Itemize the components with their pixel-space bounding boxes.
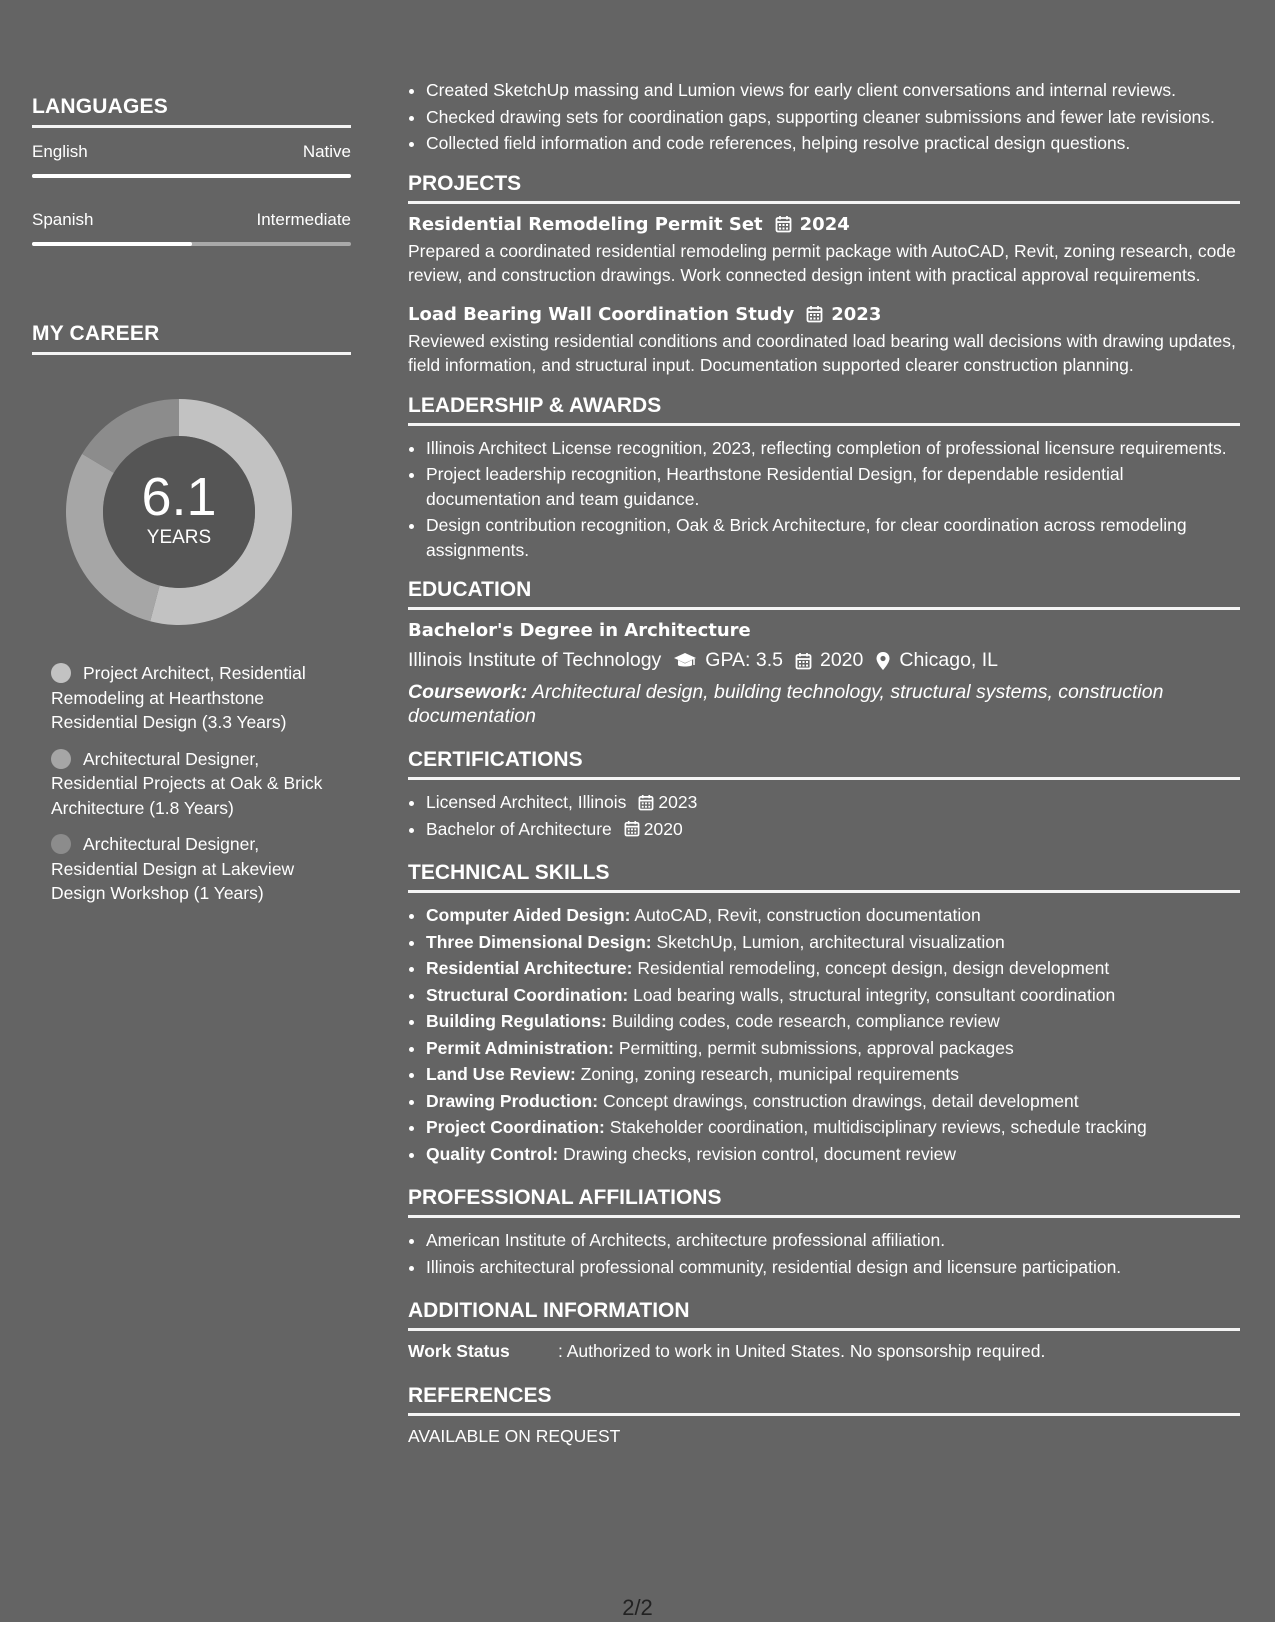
project-description: Reviewed existing residential conditions and coordinated load bearing wall decisions with drawing updates, field information, and structural input. Documentation supported clearer construction planning. (408, 330, 1236, 375)
skill-label: Permit Administration: (426, 1037, 614, 1058)
affiliations-heading: PROFESSIONAL AFFILIATIONS (408, 1186, 1240, 1218)
experience-bullets (408, 78, 1240, 156)
references-heading: REFERENCES (408, 1384, 1240, 1416)
skill-value: Load bearing walls, structural integrity, consultant coordination (633, 984, 1116, 1005)
certification-year: 2023 (658, 792, 698, 812)
language-item (32, 142, 351, 178)
education-coursework (408, 680, 1240, 728)
career-donut-chart (66, 399, 292, 625)
leadership-item: • Design contribution recognition, Oak & Brick Architecture, for clear coordination across remodeling assignments. (426, 513, 1240, 562)
legend-dot (51, 663, 71, 683)
skill-item (426, 1062, 1240, 1087)
certifications-section (408, 748, 1240, 841)
certifications-heading: CERTIFICATIONS (408, 748, 1240, 780)
language-proficiency-track (32, 242, 351, 246)
skill-label: Quality Control: (426, 1143, 559, 1164)
calendar-icon (806, 305, 823, 323)
skill-value: Stakeholder coordination, multidisciplinary reviews, schedule tracking (609, 1117, 1147, 1137)
calendar-icon (638, 794, 654, 811)
left-column (32, 95, 351, 918)
languages-heading: LANGUAGES (32, 95, 351, 128)
calendar-icon (795, 652, 812, 670)
skill-item (426, 903, 1240, 928)
certification-item (426, 817, 1240, 842)
skill-value: Concept drawings, construction drawings, detail development (602, 1090, 1079, 1111)
career-role (51, 747, 341, 821)
education-gpa: GPA: 3.5 (705, 649, 783, 671)
project-title: Load Bearing Wall Coordination Study (408, 303, 795, 325)
education-details (408, 649, 1240, 672)
skills-section (408, 861, 1240, 1166)
skill-value: SketchUp, Lumion, architectural visualization (656, 931, 1005, 952)
certification-name: • Bachelor of Architecture (426, 818, 612, 839)
skill-label: Residential Architecture: (426, 958, 633, 978)
legend-dot (51, 749, 71, 769)
skill-item (426, 1142, 1240, 1167)
map-pin-icon (875, 651, 891, 671)
leadership-item: • Illinois Architect License recognition, 2023, reflecting completion of professional licensure requirements. (426, 436, 1240, 461)
skill-item (426, 1036, 1240, 1061)
career-role (51, 832, 341, 906)
skill-value: Permitting, permit submissions, approval packages (618, 1037, 1014, 1058)
calendar-icon (775, 215, 792, 233)
certification-name: • Licensed Architect, Illinois (426, 792, 627, 812)
additional-info-section (408, 1299, 1240, 1362)
experience-bullet: • Collected field information and code references, helping resolve practical design questions. (426, 131, 1240, 156)
education-location: Chicago, IL (899, 649, 999, 671)
language-name: English (32, 142, 88, 161)
career-role-text: Architectural Designer, Residential Design at Lakeview Design Workshop (1 Years) (51, 834, 295, 903)
leadership-item: • Project leadership recognition, Hearthstone Residential Design, for dependable residential documentation and team guidance. (426, 462, 1240, 511)
skill-label: Structural Coordination: (426, 984, 629, 1005)
references-text: AVAILABLE ON REQUEST (408, 1426, 621, 1446)
donut-center (66, 399, 292, 625)
total-years-value: 6.1 (141, 467, 217, 527)
project-year: 2023 (831, 303, 882, 325)
career-role (51, 661, 341, 735)
language-level: Intermediate (256, 210, 351, 229)
experience-bullet: • Created SketchUp massing and Lumion views for early client conversations and internal reviews. (426, 78, 1240, 103)
project-title: Residential Remodeling Permit Set (408, 213, 763, 235)
language-proficiency-fill (32, 174, 351, 178)
skill-value: AutoCAD, Revit, construction documentation (634, 905, 981, 925)
graduation-cap-icon (673, 652, 697, 670)
skill-label: Building Regulations: (426, 1011, 607, 1031)
legend-dot (51, 834, 71, 854)
certification-year: 2020 (643, 818, 683, 839)
language-proficiency-track (32, 174, 351, 178)
language-proficiency-fill (32, 242, 192, 246)
language-item (32, 210, 351, 246)
education-school: Illinois Institute of Technology (408, 649, 662, 671)
leadership-heading: LEADERSHIP & AWARDS (408, 394, 1240, 426)
education-heading: EDUCATION (408, 578, 1240, 610)
skill-item (426, 956, 1240, 981)
page-number: 2/2 (622, 1595, 653, 1620)
skill-item (426, 1009, 1240, 1034)
experience-bullet: • Checked drawing sets for coordination gaps, supporting cleaner submissions and fewer late revisions. (426, 105, 1240, 130)
skill-value: Building codes, code research, compliance review (611, 1011, 1000, 1031)
skill-label: Land Use Review: (426, 1064, 576, 1084)
career-heading: MY CAREER (32, 322, 351, 355)
skill-item (426, 1089, 1240, 1114)
total-years-unit: YEARS (146, 527, 212, 548)
calendar-icon (624, 820, 640, 837)
additional-info-heading: ADDITIONAL INFORMATION (408, 1299, 1240, 1331)
projects-section (408, 172, 1240, 378)
affiliation-item: • Illinois architectural professional community, residential design and licensure participation. (426, 1255, 1240, 1280)
skill-item (426, 983, 1240, 1008)
education-section (408, 578, 1240, 728)
skill-label: Project Coordination: (426, 1117, 605, 1137)
affiliation-item: • American Institute of Architects, architecture professional affiliation. (426, 1228, 1240, 1253)
coursework-text: Architectural design, building technology, structural systems, construction documentation (408, 681, 1164, 727)
work-status-row (408, 1341, 1240, 1362)
references-section (408, 1384, 1240, 1447)
skill-label: Computer Aided Design: (426, 905, 631, 925)
project-description: Prepared a coordinated residential remodeling permit package with AutoCAD, Revit, zoning research, code review, and construction drawings. Work connected design intent with practical approval requirements. (408, 240, 1236, 285)
education-degree: Bachelor's Degree in Architecture (408, 620, 751, 641)
right-column (408, 78, 1240, 1447)
skill-label: Three Dimensional Design: (426, 931, 652, 952)
coursework-label: Coursework: (408, 681, 528, 703)
career-role-text: Architectural Designer, Residential Projects at Oak & Brick Architecture (1.8 Years) (51, 748, 323, 818)
career-role-list (51, 661, 341, 906)
skills-list (408, 903, 1240, 1166)
skill-value: Residential remodeling, concept design, design development (637, 958, 1110, 978)
skills-heading: TECHNICAL SKILLS (408, 861, 1240, 893)
project-year: 2024 (799, 213, 850, 235)
skill-item (426, 930, 1240, 955)
affiliations-section (408, 1186, 1240, 1279)
language-level: Native (302, 142, 351, 161)
skill-value: Drawing checks, revision control, document review (563, 1143, 957, 1164)
skill-value: Zoning, zoning research, municipal requirements (580, 1064, 960, 1084)
certification-item (426, 790, 1240, 815)
work-status-value: : Authorized to work in United States. No sponsorship required. (558, 1341, 1046, 1361)
education-year: 2020 (819, 649, 864, 671)
leadership-section (408, 394, 1240, 563)
projects-heading: PROJECTS (408, 172, 1240, 204)
skill-item (426, 1115, 1240, 1140)
project-item (408, 214, 1240, 288)
language-name: Spanish (32, 210, 94, 229)
work-status-label: Work Status (408, 1341, 510, 1361)
project-item (408, 304, 1240, 378)
career-role-text: Project Architect, Residential Remodeling at Hearthstone Residential Design (3.3 Years) (51, 663, 306, 732)
skill-label: Drawing Production: (426, 1090, 599, 1111)
